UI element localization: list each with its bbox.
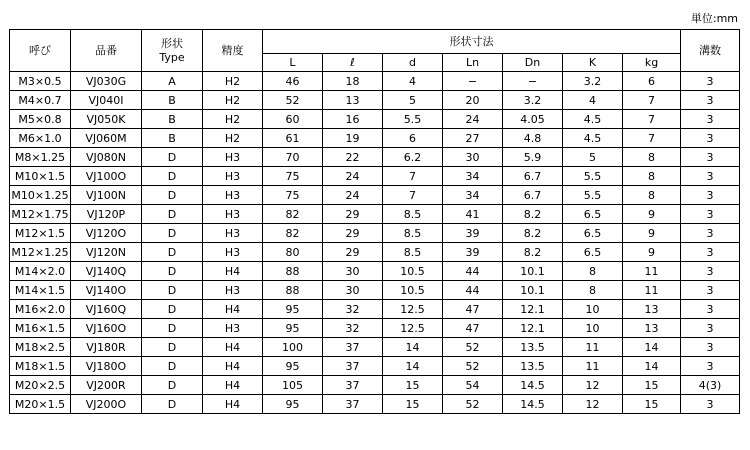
cell-mizo: 3 bbox=[681, 338, 740, 357]
cell-ln: 27 bbox=[443, 129, 503, 148]
cell-type: B bbox=[142, 91, 203, 110]
cell-type: D bbox=[142, 243, 203, 262]
cell-hinban: VJ040I bbox=[71, 91, 142, 110]
cell-yobi: M6×1.0 bbox=[10, 129, 71, 148]
cell-k: 10 bbox=[563, 300, 623, 319]
cell-kg: 8 bbox=[623, 186, 681, 205]
cell-l: 100 bbox=[263, 338, 323, 357]
cell-script-l: 37 bbox=[323, 357, 383, 376]
cell-dn: 8.2 bbox=[503, 224, 563, 243]
table-row bbox=[10, 186, 740, 205]
cell-kg: 9 bbox=[623, 243, 681, 262]
cell-l: 95 bbox=[263, 319, 323, 338]
cell-ln: 44 bbox=[443, 281, 503, 300]
cell-type: D bbox=[142, 300, 203, 319]
cell-dn: 8.2 bbox=[503, 243, 563, 262]
cell-k: 10 bbox=[563, 319, 623, 338]
cell-dn: 13.5 bbox=[503, 357, 563, 376]
cell-mizo: 3 bbox=[681, 243, 740, 262]
cell-hinban: VJ100O bbox=[71, 167, 142, 186]
cell-l: 61 bbox=[263, 129, 323, 148]
cell-k: 5 bbox=[563, 148, 623, 167]
cell-yobi: M20×2.5 bbox=[10, 376, 71, 395]
cell-dn: 4.8 bbox=[503, 129, 563, 148]
table-row bbox=[10, 395, 740, 414]
table-row bbox=[10, 376, 740, 395]
cell-dn: 6.7 bbox=[503, 167, 563, 186]
cell-seido: H2 bbox=[203, 129, 263, 148]
header-seido: 精度 bbox=[203, 30, 263, 72]
cell-seido: H3 bbox=[203, 148, 263, 167]
cell-hinban: VJ050K bbox=[71, 110, 142, 129]
cell-l: 80 bbox=[263, 243, 323, 262]
cell-k: 11 bbox=[563, 338, 623, 357]
cell-k: 3.2 bbox=[563, 72, 623, 91]
table-row bbox=[10, 148, 740, 167]
cell-ln: 44 bbox=[443, 262, 503, 281]
cell-type: D bbox=[142, 338, 203, 357]
cell-l: 60 bbox=[263, 110, 323, 129]
cell-d: 14 bbox=[383, 357, 443, 376]
cell-hinban: VJ140O bbox=[71, 281, 142, 300]
cell-kg: 15 bbox=[623, 395, 681, 414]
cell-hinban: VJ120N bbox=[71, 243, 142, 262]
cell-l: 82 bbox=[263, 224, 323, 243]
cell-l: 88 bbox=[263, 281, 323, 300]
cell-mizo: 3 bbox=[681, 167, 740, 186]
cell-yobi: M10×1.25 bbox=[10, 186, 71, 205]
cell-ln: 41 bbox=[443, 205, 503, 224]
cell-d: 4 bbox=[383, 72, 443, 91]
cell-mizo: 3 bbox=[681, 224, 740, 243]
cell-dn: − bbox=[503, 72, 563, 91]
cell-yobi: M18×2.5 bbox=[10, 338, 71, 357]
table-body bbox=[10, 72, 740, 414]
cell-kg: 14 bbox=[623, 338, 681, 357]
cell-mizo: 3 bbox=[681, 129, 740, 148]
cell-seido: H2 bbox=[203, 91, 263, 110]
table-row bbox=[10, 167, 740, 186]
cell-l: 70 bbox=[263, 148, 323, 167]
cell-mizo: 3 bbox=[681, 395, 740, 414]
cell-ln: 47 bbox=[443, 300, 503, 319]
cell-d: 5.5 bbox=[383, 110, 443, 129]
cell-mizo: 3 bbox=[681, 110, 740, 129]
unit-label: 単位:mm bbox=[690, 12, 738, 25]
header-sub-kg: kg bbox=[623, 54, 681, 72]
header-sub-l: L bbox=[263, 54, 323, 72]
cell-k: 5.5 bbox=[563, 167, 623, 186]
cell-dn: 12.1 bbox=[503, 319, 563, 338]
cell-k: 4 bbox=[563, 91, 623, 110]
cell-yobi: M14×1.5 bbox=[10, 281, 71, 300]
cell-d: 15 bbox=[383, 395, 443, 414]
cell-ln: 52 bbox=[443, 357, 503, 376]
cell-seido: H2 bbox=[203, 110, 263, 129]
cell-ln: 34 bbox=[443, 167, 503, 186]
header-hinban: 品番 bbox=[71, 30, 142, 72]
cell-script-l: 29 bbox=[323, 205, 383, 224]
cell-yobi: M12×1.25 bbox=[10, 243, 71, 262]
cell-d: 7 bbox=[383, 167, 443, 186]
cell-ln: 24 bbox=[443, 110, 503, 129]
cell-ln: 39 bbox=[443, 243, 503, 262]
cell-mizo: 3 bbox=[681, 186, 740, 205]
cell-yobi: M5×0.8 bbox=[10, 110, 71, 129]
cell-l: 95 bbox=[263, 300, 323, 319]
cell-l: 95 bbox=[263, 395, 323, 414]
cell-hinban: VJ180O bbox=[71, 357, 142, 376]
header-sub-d: d bbox=[383, 54, 443, 72]
cell-kg: 14 bbox=[623, 357, 681, 376]
cell-type: D bbox=[142, 148, 203, 167]
cell-type: D bbox=[142, 205, 203, 224]
table-row bbox=[10, 300, 740, 319]
cell-kg: 7 bbox=[623, 91, 681, 110]
cell-kg: 13 bbox=[623, 300, 681, 319]
cell-d: 15 bbox=[383, 376, 443, 395]
cell-ln: 34 bbox=[443, 186, 503, 205]
cell-k: 6.5 bbox=[563, 243, 623, 262]
cell-seido: H4 bbox=[203, 357, 263, 376]
table-row bbox=[10, 205, 740, 224]
cell-type: D bbox=[142, 262, 203, 281]
cell-hinban: VJ120O bbox=[71, 224, 142, 243]
table-row bbox=[10, 338, 740, 357]
cell-yobi: M12×1.5 bbox=[10, 224, 71, 243]
cell-k: 12 bbox=[563, 376, 623, 395]
cell-kg: 9 bbox=[623, 224, 681, 243]
cell-yobi: M20×1.5 bbox=[10, 395, 71, 414]
header-keijo-sunpo: 形状寸法 bbox=[263, 30, 681, 54]
table-row bbox=[10, 243, 740, 262]
cell-k: 6.5 bbox=[563, 224, 623, 243]
cell-kg: 8 bbox=[623, 148, 681, 167]
cell-ln: 30 bbox=[443, 148, 503, 167]
cell-script-l: 37 bbox=[323, 338, 383, 357]
cell-l: 82 bbox=[263, 205, 323, 224]
cell-mizo: 4(3) bbox=[681, 376, 740, 395]
cell-kg: 15 bbox=[623, 376, 681, 395]
cell-script-l: 30 bbox=[323, 262, 383, 281]
cell-type: D bbox=[142, 224, 203, 243]
cell-l: 88 bbox=[263, 262, 323, 281]
cell-script-l: 18 bbox=[323, 72, 383, 91]
cell-type: D bbox=[142, 186, 203, 205]
header-yobi: 呼び bbox=[10, 30, 71, 72]
table-row bbox=[10, 319, 740, 338]
cell-script-l: 32 bbox=[323, 319, 383, 338]
table-row bbox=[10, 129, 740, 148]
cell-d: 5 bbox=[383, 91, 443, 110]
cell-dn: 10.1 bbox=[503, 281, 563, 300]
cell-dn: 3.2 bbox=[503, 91, 563, 110]
cell-k: 8 bbox=[563, 262, 623, 281]
cell-d: 10.5 bbox=[383, 262, 443, 281]
cell-seido: H3 bbox=[203, 281, 263, 300]
cell-mizo: 3 bbox=[681, 91, 740, 110]
table-row bbox=[10, 281, 740, 300]
cell-yobi: M4×0.7 bbox=[10, 91, 71, 110]
cell-hinban: VJ200O bbox=[71, 395, 142, 414]
cell-k: 11 bbox=[563, 357, 623, 376]
cell-script-l: 32 bbox=[323, 300, 383, 319]
cell-hinban: VJ140Q bbox=[71, 262, 142, 281]
cell-k: 8 bbox=[563, 281, 623, 300]
cell-dn: 14.5 bbox=[503, 376, 563, 395]
cell-seido: H3 bbox=[203, 205, 263, 224]
cell-seido: H3 bbox=[203, 186, 263, 205]
cell-script-l: 29 bbox=[323, 224, 383, 243]
cell-k: 5.5 bbox=[563, 186, 623, 205]
cell-type: D bbox=[142, 319, 203, 338]
header-sub-k: K bbox=[563, 54, 623, 72]
cell-script-l: 29 bbox=[323, 243, 383, 262]
cell-ln: 52 bbox=[443, 395, 503, 414]
header-sub-dn: Dn bbox=[503, 54, 563, 72]
cell-dn: 13.5 bbox=[503, 338, 563, 357]
cell-dn: 6.7 bbox=[503, 186, 563, 205]
table-row bbox=[10, 357, 740, 376]
cell-mizo: 3 bbox=[681, 300, 740, 319]
cell-d: 6 bbox=[383, 129, 443, 148]
cell-l: 75 bbox=[263, 167, 323, 186]
cell-mizo: 3 bbox=[681, 72, 740, 91]
cell-seido: H3 bbox=[203, 319, 263, 338]
cell-hinban: VJ160O bbox=[71, 319, 142, 338]
cell-ln: 54 bbox=[443, 376, 503, 395]
cell-yobi: M8×1.25 bbox=[10, 148, 71, 167]
cell-script-l: 13 bbox=[323, 91, 383, 110]
cell-mizo: 3 bbox=[681, 281, 740, 300]
cell-ln: 39 bbox=[443, 224, 503, 243]
cell-ln: 52 bbox=[443, 338, 503, 357]
cell-script-l: 24 bbox=[323, 167, 383, 186]
cell-seido: H2 bbox=[203, 72, 263, 91]
cell-d: 8.5 bbox=[383, 224, 443, 243]
cell-yobi: M16×1.5 bbox=[10, 319, 71, 338]
cell-seido: H4 bbox=[203, 262, 263, 281]
header-keijo-label: 形状 bbox=[161, 36, 183, 50]
cell-seido: H3 bbox=[203, 167, 263, 186]
cell-yobi: M10×1.5 bbox=[10, 167, 71, 186]
cell-script-l: 24 bbox=[323, 186, 383, 205]
cell-script-l: 37 bbox=[323, 395, 383, 414]
header-row-1 bbox=[10, 30, 740, 54]
cell-kg: 13 bbox=[623, 319, 681, 338]
cell-seido: H4 bbox=[203, 395, 263, 414]
cell-yobi: M14×2.0 bbox=[10, 262, 71, 281]
cell-dn: 12.1 bbox=[503, 300, 563, 319]
cell-type: D bbox=[142, 376, 203, 395]
cell-k: 6.5 bbox=[563, 205, 623, 224]
cell-yobi: M12×1.75 bbox=[10, 205, 71, 224]
cell-hinban: VJ180R bbox=[71, 338, 142, 357]
cell-type: D bbox=[142, 357, 203, 376]
cell-yobi: M3×0.5 bbox=[10, 72, 71, 91]
cell-hinban: VJ100N bbox=[71, 186, 142, 205]
header-mizo: 溝数 bbox=[681, 30, 740, 72]
header-sub-script-l: ℓ bbox=[323, 54, 383, 72]
cell-l: 52 bbox=[263, 91, 323, 110]
cell-kg: 6 bbox=[623, 72, 681, 91]
cell-kg: 8 bbox=[623, 167, 681, 186]
cell-d: 8.5 bbox=[383, 205, 443, 224]
cell-hinban: VJ120P bbox=[71, 205, 142, 224]
cell-seido: H3 bbox=[203, 243, 263, 262]
cell-ln: 20 bbox=[443, 91, 503, 110]
cell-dn: 4.05 bbox=[503, 110, 563, 129]
cell-kg: 7 bbox=[623, 129, 681, 148]
cell-d: 8.5 bbox=[383, 243, 443, 262]
cell-seido: H4 bbox=[203, 338, 263, 357]
cell-kg: 11 bbox=[623, 281, 681, 300]
cell-type: D bbox=[142, 281, 203, 300]
cell-d: 12.5 bbox=[383, 300, 443, 319]
cell-script-l: 37 bbox=[323, 376, 383, 395]
cell-k: 4.5 bbox=[563, 129, 623, 148]
cell-hinban: VJ200R bbox=[71, 376, 142, 395]
cell-kg: 11 bbox=[623, 262, 681, 281]
cell-type: D bbox=[142, 167, 203, 186]
cell-k: 4.5 bbox=[563, 110, 623, 129]
cell-l: 46 bbox=[263, 72, 323, 91]
cell-script-l: 16 bbox=[323, 110, 383, 129]
cell-kg: 9 bbox=[623, 205, 681, 224]
cell-l: 95 bbox=[263, 357, 323, 376]
cell-d: 10.5 bbox=[383, 281, 443, 300]
header-sub-ln: Ln bbox=[443, 54, 503, 72]
cell-hinban: VJ160Q bbox=[71, 300, 142, 319]
cell-l: 75 bbox=[263, 186, 323, 205]
table-row bbox=[10, 110, 740, 129]
cell-script-l: 30 bbox=[323, 281, 383, 300]
cell-kg: 7 bbox=[623, 110, 681, 129]
cell-d: 6.2 bbox=[383, 148, 443, 167]
spec-table bbox=[9, 29, 740, 414]
cell-script-l: 22 bbox=[323, 148, 383, 167]
table-row bbox=[10, 262, 740, 281]
cell-dn: 5.9 bbox=[503, 148, 563, 167]
cell-yobi: M16×2.0 bbox=[10, 300, 71, 319]
cell-hinban: VJ080N bbox=[71, 148, 142, 167]
cell-mizo: 3 bbox=[681, 357, 740, 376]
cell-type: B bbox=[142, 110, 203, 129]
table-row bbox=[10, 91, 740, 110]
cell-mizo: 3 bbox=[681, 205, 740, 224]
cell-hinban: VJ060M bbox=[71, 129, 142, 148]
cell-l: 105 bbox=[263, 376, 323, 395]
cell-type: A bbox=[142, 72, 203, 91]
cell-type: D bbox=[142, 395, 203, 414]
cell-mizo: 3 bbox=[681, 148, 740, 167]
header-type-label: Type bbox=[159, 50, 185, 64]
cell-k: 12 bbox=[563, 395, 623, 414]
cell-d: 12.5 bbox=[383, 319, 443, 338]
cell-ln: 47 bbox=[443, 319, 503, 338]
cell-dn: 10.1 bbox=[503, 262, 563, 281]
cell-script-l: 19 bbox=[323, 129, 383, 148]
cell-dn: 8.2 bbox=[503, 205, 563, 224]
cell-seido: H3 bbox=[203, 224, 263, 243]
cell-yobi: M18×1.5 bbox=[10, 357, 71, 376]
cell-dn: 14.5 bbox=[503, 395, 563, 414]
cell-d: 14 bbox=[383, 338, 443, 357]
header-keijo bbox=[142, 30, 203, 72]
cell-mizo: 3 bbox=[681, 262, 740, 281]
cell-type: B bbox=[142, 129, 203, 148]
cell-mizo: 3 bbox=[681, 319, 740, 338]
cell-ln: − bbox=[443, 72, 503, 91]
table-row bbox=[10, 224, 740, 243]
cell-seido: H4 bbox=[203, 376, 263, 395]
table-row bbox=[10, 72, 740, 91]
cell-d: 7 bbox=[383, 186, 443, 205]
cell-hinban: VJ030G bbox=[71, 72, 142, 91]
cell-seido: H4 bbox=[203, 300, 263, 319]
